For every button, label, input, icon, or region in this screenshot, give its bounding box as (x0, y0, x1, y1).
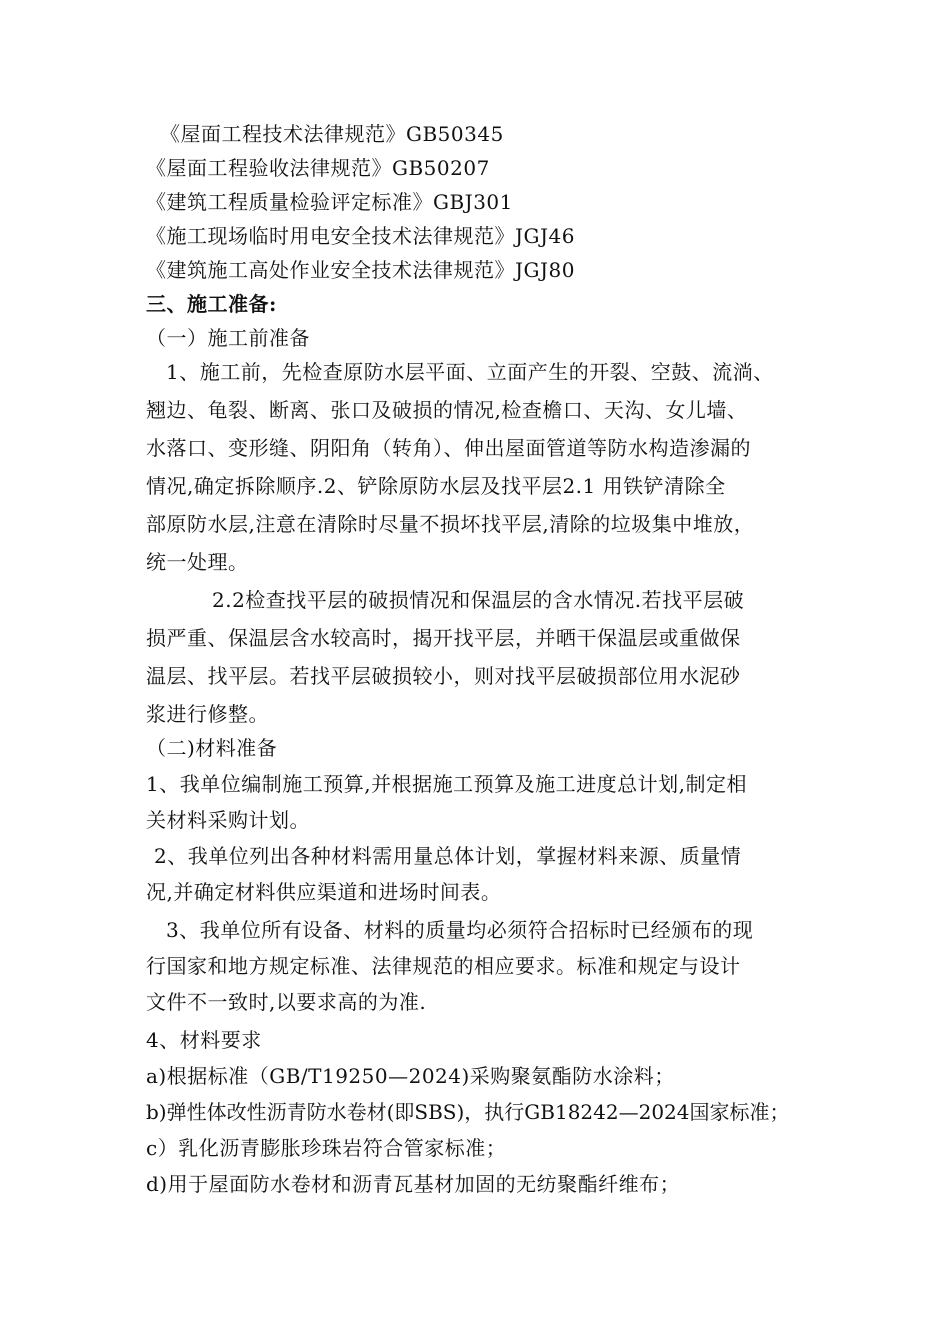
reference-line: 《屋面工程验收法律规范》GB50207 (146, 156, 490, 180)
paragraph-line: 温层、找平层。若找平层破损较小，则对找平层破损部位用水泥砂 (146, 664, 741, 688)
reference-line: 《屋面工程技术法律规范》GB50345 (160, 122, 504, 146)
paragraph-line: 3、我单位所有设备、材料的质量均必须符合招标时已经颁布的现 (166, 918, 754, 942)
paragraph-line: 1、施工前，先检查原防水层平面、立面产生的开裂、空鼓、流淌、 (166, 360, 774, 384)
material-item: d)用于屋面防水卷材和沥青瓦基材加固的无纺聚酯纤维布； (146, 1172, 681, 1196)
paragraph-line: 浆进行修整。 (146, 702, 269, 726)
paragraph-line: 部原防水层,注意在清除时尽量不损坏找平层,清除的垃圾集中堆放， (146, 512, 755, 536)
paragraph-line: 况,并确定材料供应渠道和进场时间表。 (146, 880, 502, 904)
subsection-title: （一）施工前准备 (146, 326, 310, 350)
material-item: c）乳化沥青膨胀珍珠岩符合管家标准； (146, 1136, 507, 1160)
paragraph-line: 文件不一致时,以要求高的为准. (146, 990, 427, 1014)
paragraph-line: 2、我单位列出各种材料需用量总体计划，掌握材料来源、质量情 (154, 844, 742, 868)
material-item: a)根据标准（GB/T19250—2024)采购聚氨酯防水涂料； (146, 1064, 675, 1088)
paragraph-line: 统一处理。 (146, 550, 249, 574)
paragraph-line: 关材料采购计划。 (146, 808, 310, 832)
subsection-title: （二)材料准备 (146, 736, 278, 760)
paragraph-line: 2.2检查找平层的破损情况和保温层的含水情况.若找平层破 (212, 588, 745, 612)
paragraph-line: 水落口、变形缝、阴阳角（转角）、伸出屋面管道等防水构造渗漏的 (146, 436, 751, 460)
reference-line: 《施工现场临时用电安全技术法律规范》JGJ46 (146, 224, 575, 248)
paragraph-line: 行国家和地方规定标准、法律规范的相应要求。标准和规定与设计 (146, 954, 741, 978)
reference-line: 《建筑施工高处作业安全技术法律规范》JGJ80 (146, 258, 575, 282)
paragraph-line: 翘边、龟裂、断离、张口及破损的情况,检查檐口、天沟、女儿墙、 (146, 398, 748, 422)
section-title: 三、施工准备: (146, 292, 277, 316)
paragraph-line: 1、我单位编制施工预算,并根据施工预算及施工进度总计划,制定相 (146, 772, 747, 796)
item-title: 4、材料要求 (146, 1028, 262, 1052)
paragraph-line: 损严重、保温层含水较高时，揭开找平层，并晒干保温层或重做保 (146, 626, 741, 650)
material-item: b)弹性体改性沥青防水卷材(即SBS)，执行GB18242—2024国家标准； (146, 1100, 790, 1124)
paragraph-line: 情况,确定拆除顺序.2、铲除原防水层及找平层2.1 用铁铲清除全 (146, 474, 726, 498)
reference-line: 《建筑工程质量检验评定标准》GBJ301 (146, 190, 513, 214)
